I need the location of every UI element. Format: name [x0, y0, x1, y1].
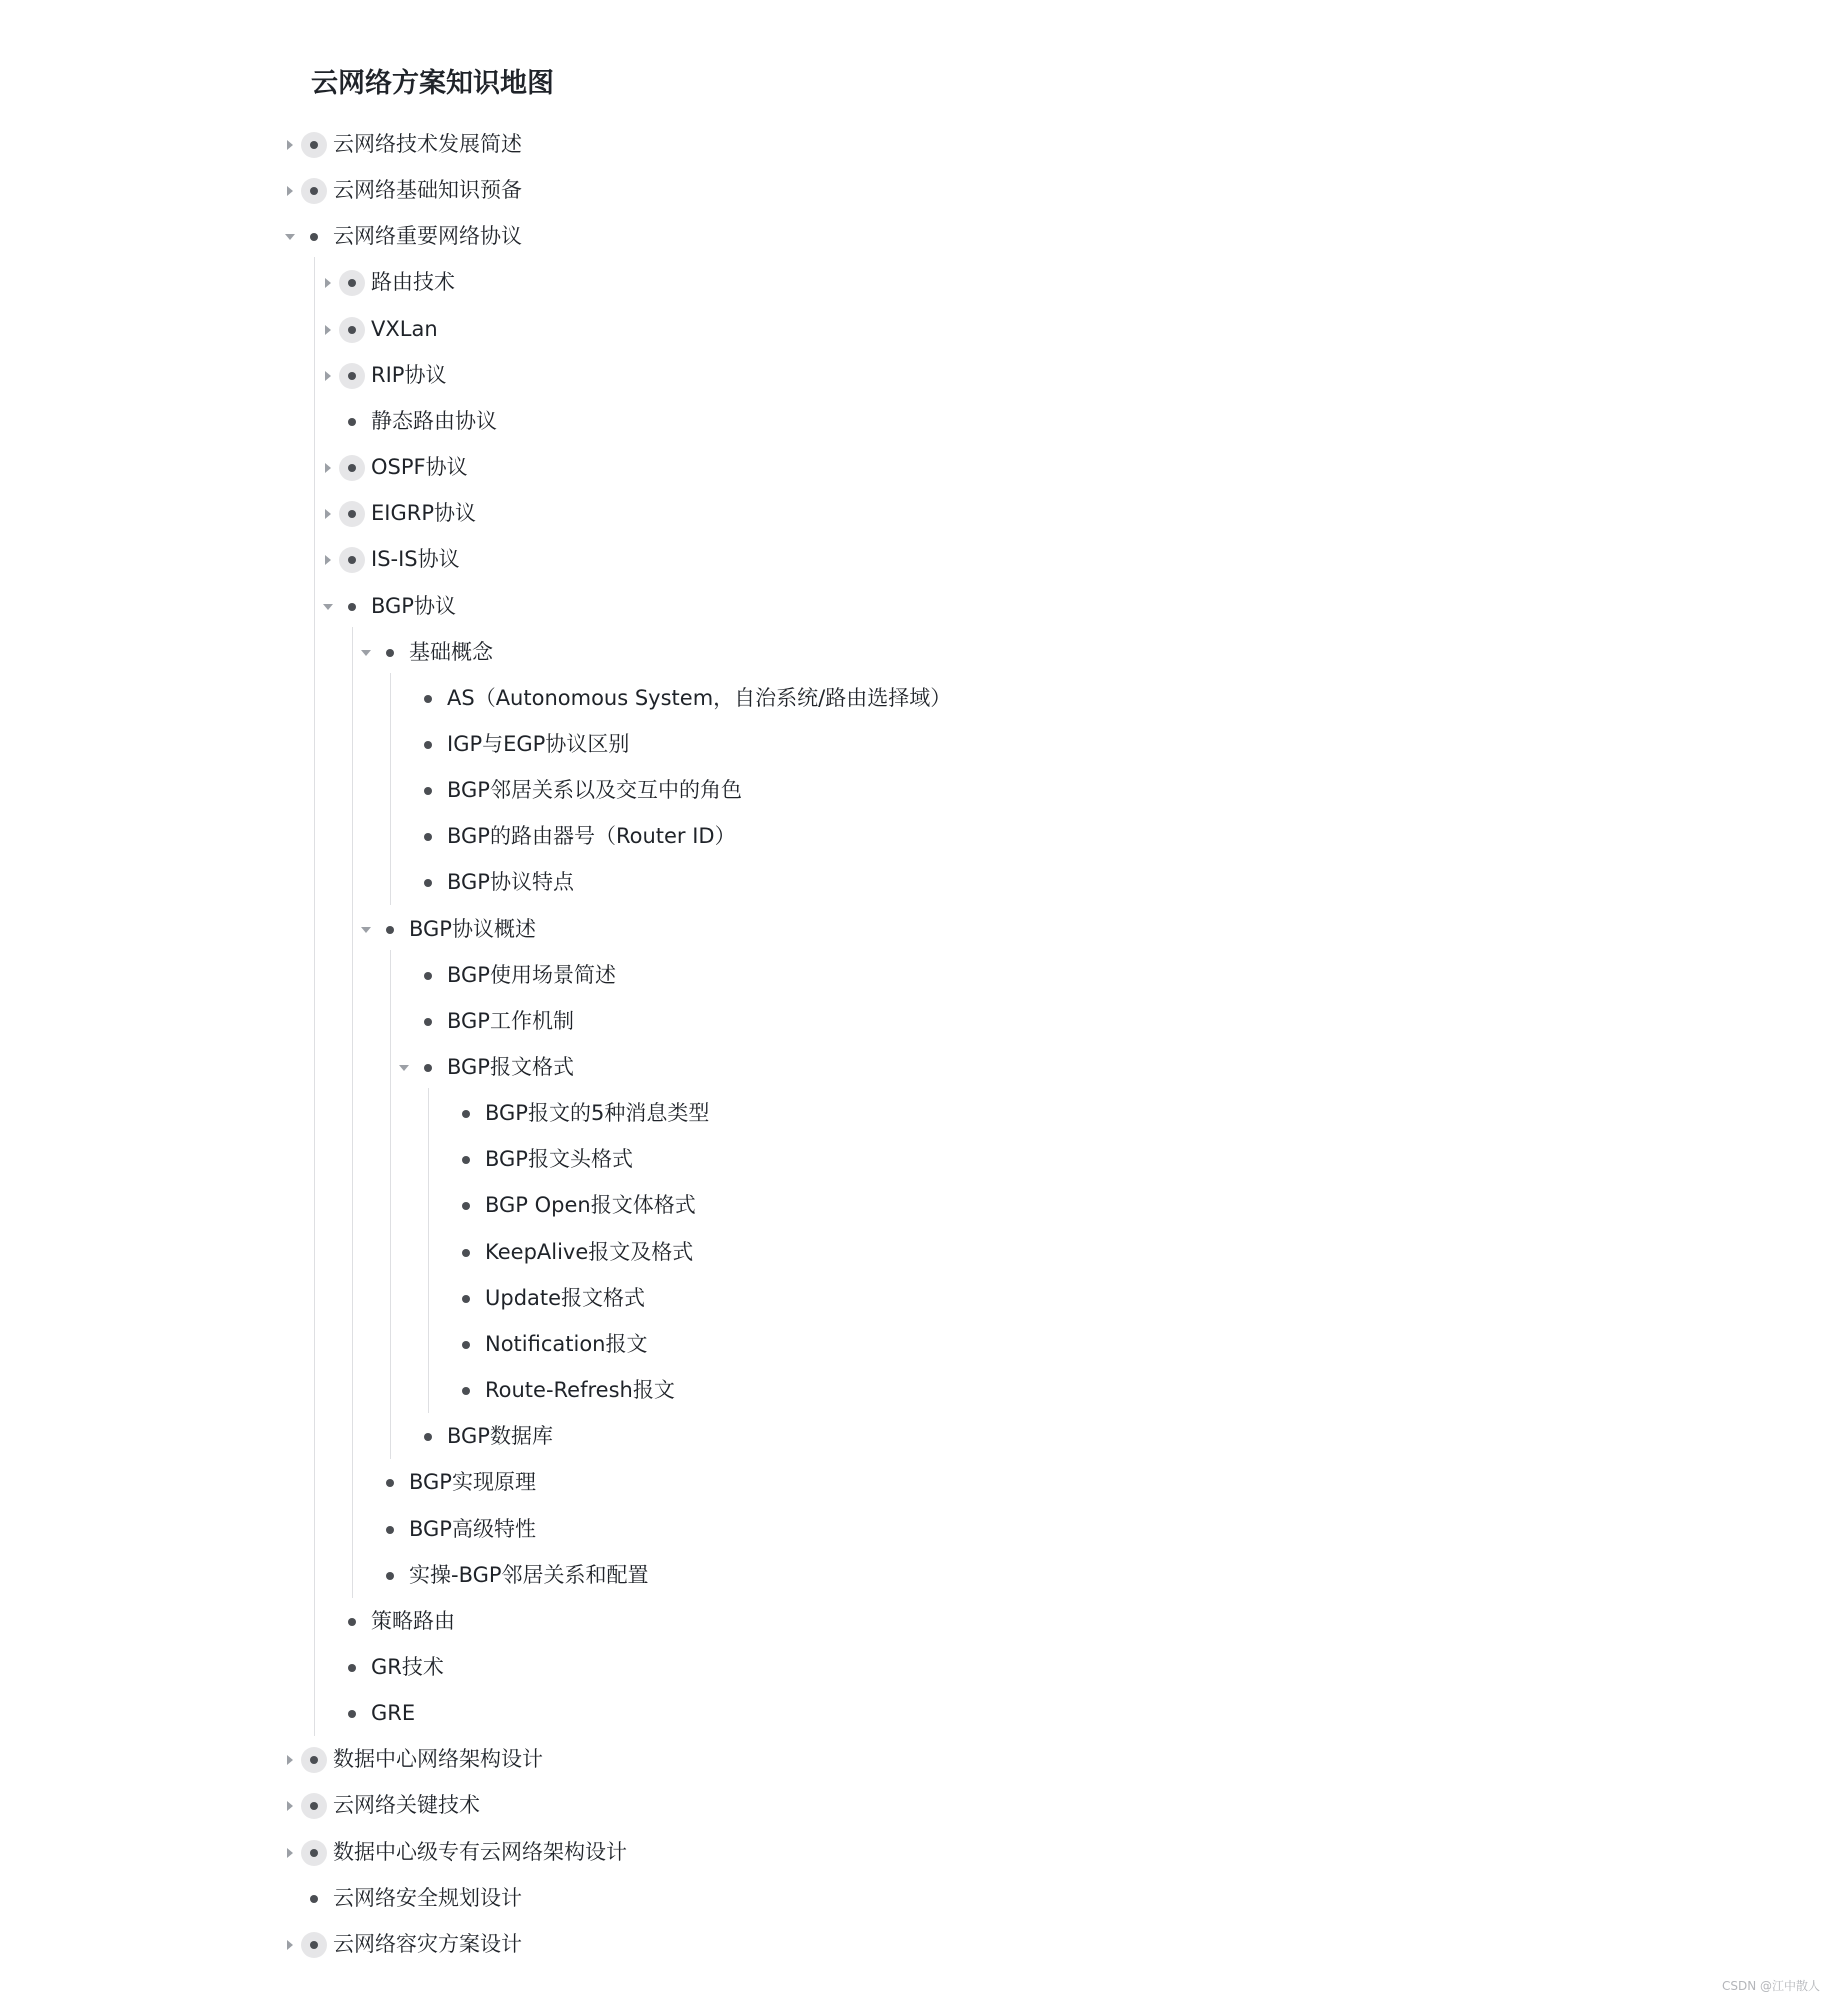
outline-item[interactable] — [0, 584, 1200, 630]
bullet-icon[interactable] — [415, 824, 441, 850]
watermark: CSDN @江中散人 — [1721, 1979, 1820, 1993]
outline-item-label[interactable]: EIGRP协议 — [371, 501, 476, 526]
outline-item[interactable] — [0, 1507, 1200, 1553]
outline-item[interactable] — [0, 1737, 1200, 1783]
bullet-icon[interactable] — [377, 1517, 403, 1543]
bullet-icon[interactable] — [453, 1240, 479, 1266]
indent-guide-line — [390, 950, 391, 1460]
bullet-icon[interactable] — [301, 1932, 327, 1958]
outline-item[interactable] — [0, 307, 1200, 353]
outline-item[interactable] — [0, 1091, 1200, 1137]
outline-item[interactable] — [0, 537, 1200, 583]
outline-item-label[interactable]: AS（Autonomous System，自治系统/路由选择域） — [447, 685, 952, 710]
bullet-icon[interactable] — [453, 1193, 479, 1219]
bullet-icon[interactable] — [415, 778, 441, 804]
outline-item[interactable] — [0, 1322, 1200, 1368]
bullet-icon[interactable] — [339, 1701, 365, 1727]
collapse-toggle[interactable] — [394, 1056, 414, 1080]
bullet-icon[interactable] — [377, 1470, 403, 1496]
outline-item-label[interactable]: BGP工作机制 — [447, 1008, 574, 1033]
expand-toggle[interactable] — [318, 364, 338, 388]
indent-guide-line — [390, 673, 391, 906]
outline-item[interactable] — [0, 1368, 1200, 1414]
outline-item-label[interactable]: BGP使用场景简述 — [447, 962, 616, 987]
outline-item-label[interactable]: GRE — [371, 1701, 416, 1726]
outline-item-label[interactable]: BGP报文格式 — [447, 1055, 574, 1079]
outline-item[interactable] — [0, 1876, 1200, 1922]
outline-item[interactable] — [0, 1783, 1200, 1829]
collapsed-triangle-icon — [325, 509, 331, 519]
outline-item[interactable] — [0, 122, 1200, 168]
outline-item[interactable] — [0, 1276, 1200, 1322]
bullet-icon[interactable] — [453, 1101, 479, 1127]
page-title: 云网络方案知识地图 — [311, 68, 554, 99]
outline-item[interactable] — [0, 353, 1200, 399]
outline-item-label[interactable]: KeepAlive报文及格式 — [485, 1239, 694, 1264]
outline-item[interactable] — [0, 860, 1200, 906]
collapse-toggle[interactable] — [318, 595, 338, 619]
expanded-triangle-icon — [323, 604, 333, 610]
collapsed-triangle-icon — [325, 325, 331, 335]
outline-item-label[interactable]: BGP Open报文体格式 — [485, 1193, 696, 1218]
outline-item[interactable] — [0, 214, 1200, 260]
bullet-icon[interactable] — [301, 1747, 327, 1773]
outline-item[interactable] — [0, 676, 1200, 722]
outline-item[interactable] — [0, 168, 1200, 214]
outline-item-label[interactable]: 静态路由协议 — [371, 408, 497, 433]
outline-item-label[interactable]: BGP协议概述 — [409, 916, 536, 941]
outline-item-label[interactable]: GR技术 — [371, 1654, 444, 1679]
outline-item-label[interactable]: IGP与EGP协议区别 — [447, 731, 630, 756]
collapsed-triangle-icon — [287, 1755, 293, 1765]
outline-item-label[interactable]: 云网络重要网络协议 — [333, 224, 522, 249]
outline-item-label[interactable]: OSPF协议 — [371, 455, 468, 480]
collapsed-triangle-icon — [287, 140, 293, 150]
collapsed-triangle-icon — [287, 1801, 293, 1811]
expanded-triangle-icon — [361, 927, 371, 933]
outline-item-label[interactable]: IS-IS协议 — [371, 547, 460, 572]
outline-item[interactable] — [0, 445, 1200, 491]
bullet-icon[interactable] — [415, 686, 441, 712]
bullet-icon[interactable] — [415, 1055, 441, 1081]
outline-item[interactable] — [0, 1691, 1200, 1737]
expanded-triangle-icon — [285, 234, 295, 240]
outline-item[interactable] — [0, 1553, 1200, 1599]
outline-item[interactable] — [0, 1414, 1200, 1460]
outline-item-label[interactable]: 云网络安全规划设计 — [333, 1885, 522, 1910]
expand-toggle[interactable] — [280, 133, 300, 157]
bullet-icon[interactable] — [339, 501, 365, 527]
collapsed-triangle-icon — [325, 371, 331, 381]
bullet-icon[interactable] — [301, 1840, 327, 1866]
bullet-icon[interactable] — [453, 1147, 479, 1173]
expand-toggle[interactable] — [318, 502, 338, 526]
outline-item[interactable] — [0, 814, 1200, 860]
outline-item-label[interactable]: BGP协议 — [371, 593, 456, 618]
outline-item-label[interactable]: 云网络容灾方案设计 — [333, 1931, 522, 1956]
outline-item[interactable] — [0, 722, 1200, 768]
outline-item[interactable] — [0, 399, 1200, 445]
bullet-icon[interactable] — [301, 1793, 327, 1819]
outline-item[interactable] — [0, 630, 1200, 676]
expand-toggle[interactable] — [318, 318, 338, 342]
bullet-icon[interactable] — [453, 1332, 479, 1358]
outline-item-label[interactable]: BGP高级特性 — [409, 1516, 536, 1541]
outline-item[interactable] — [0, 1183, 1200, 1229]
expanded-triangle-icon — [399, 1065, 409, 1071]
outline-item-label[interactable]: 云网络基础知识预备 — [333, 178, 522, 203]
bullet-icon[interactable] — [415, 732, 441, 758]
bullet-icon[interactable] — [415, 963, 441, 989]
bullet-icon[interactable] — [301, 1886, 327, 1912]
outline-item-label[interactable]: 路由技术 — [371, 270, 455, 295]
collapsed-triangle-icon — [287, 186, 293, 196]
bullet-icon[interactable] — [301, 132, 327, 158]
collapse-toggle[interactable] — [356, 918, 376, 942]
indent-guide-line — [352, 627, 353, 1598]
bullet-icon[interactable] — [415, 1009, 441, 1035]
outline-item-label[interactable]: Notification报文 — [485, 1331, 648, 1356]
outline-item-label[interactable]: BGP的路由器号（Router ID） — [447, 824, 736, 849]
outline-item-label[interactable]: 策略路由 — [371, 1608, 455, 1633]
expand-toggle[interactable] — [280, 1841, 300, 1865]
bullet-icon[interactable] — [377, 1563, 403, 1589]
outline-item-label[interactable]: VXLan — [371, 316, 438, 341]
bullet-icon[interactable] — [453, 1378, 479, 1404]
bullet-icon[interactable] — [339, 1655, 365, 1681]
collapsed-triangle-icon — [325, 555, 331, 565]
bullet-icon[interactable] — [339, 547, 365, 573]
outline-item-label[interactable]: Route-Refresh报文 — [485, 1378, 675, 1403]
collapse-toggle[interactable] — [356, 641, 376, 665]
outline-item[interactable] — [0, 260, 1200, 306]
collapsed-triangle-icon — [325, 463, 331, 473]
outline-item-label[interactable]: BGP邻居关系以及交互中的角色 — [447, 778, 742, 803]
collapsed-triangle-icon — [287, 1940, 293, 1950]
expand-toggle[interactable] — [318, 271, 338, 295]
bullet-icon[interactable] — [339, 317, 365, 343]
expand-toggle[interactable] — [318, 548, 338, 572]
bullet-icon[interactable] — [339, 594, 365, 620]
outline-item-label[interactable]: RIP协议 — [371, 362, 447, 387]
bullet-icon[interactable] — [377, 917, 403, 943]
expand-toggle[interactable] — [318, 456, 338, 480]
bullet-icon[interactable] — [301, 224, 327, 250]
outline-item-label[interactable]: BGP报文的5种消息类型 — [485, 1101, 710, 1126]
outline-item[interactable] — [0, 1922, 1200, 1968]
bullet-icon[interactable] — [377, 640, 403, 666]
bullet-icon[interactable] — [301, 178, 327, 204]
bullet-icon[interactable] — [339, 455, 365, 481]
outline-item[interactable] — [0, 491, 1200, 537]
collapsed-triangle-icon — [287, 1848, 293, 1858]
outline-item[interactable] — [0, 1645, 1200, 1691]
bullet-icon[interactable] — [339, 1609, 365, 1635]
outline-item[interactable] — [0, 999, 1200, 1045]
bullet-icon[interactable] — [339, 409, 365, 435]
bullet-icon[interactable] — [339, 270, 365, 296]
outline-item-label[interactable]: 基础概念 — [409, 639, 493, 664]
outline-item-label[interactable]: BGP报文头格式 — [485, 1147, 633, 1172]
collapse-toggle[interactable] — [280, 225, 300, 249]
outline-item-label[interactable]: 实操-BGP邻居关系和配置 — [409, 1562, 649, 1587]
indent-guide-line — [428, 1088, 429, 1413]
outline-item[interactable] — [0, 1830, 1200, 1876]
outline-item-label[interactable]: BGP数据库 — [447, 1424, 553, 1449]
bullet-icon[interactable] — [415, 1424, 441, 1450]
outline-item[interactable] — [0, 1045, 1200, 1091]
outline-item-label[interactable]: 数据中心级专有云网络架构设计 — [333, 1839, 627, 1864]
expand-toggle[interactable] — [280, 1748, 300, 1772]
outline-item[interactable] — [0, 1230, 1200, 1276]
indent-guide-line — [314, 257, 315, 1736]
outline-item[interactable] — [0, 1460, 1200, 1506]
expanded-triangle-icon — [361, 650, 371, 656]
outline-item-label[interactable]: BGP协议特点 — [447, 870, 574, 895]
outline-item[interactable] — [0, 953, 1200, 999]
expand-toggle[interactable] — [280, 1794, 300, 1818]
expand-toggle[interactable] — [280, 1933, 300, 1957]
outline-item-label[interactable]: 数据中心网络架构设计 — [333, 1747, 543, 1772]
outline-item-label[interactable]: BGP实现原理 — [409, 1470, 536, 1495]
expand-toggle[interactable] — [280, 179, 300, 203]
outline-item[interactable] — [0, 1137, 1200, 1183]
bullet-icon[interactable] — [415, 870, 441, 896]
bullet-icon[interactable] — [339, 363, 365, 389]
collapsed-triangle-icon — [325, 278, 331, 288]
outline-item-label[interactable]: 云网络技术发展简述 — [333, 132, 522, 156]
outline-item-label[interactable]: 云网络关键技术 — [333, 1793, 480, 1818]
outline-item[interactable] — [0, 1599, 1200, 1645]
bullet-icon[interactable] — [453, 1286, 479, 1312]
outline-item[interactable] — [0, 768, 1200, 814]
outline-item-label[interactable]: Update报文格式 — [485, 1285, 646, 1310]
outline-item[interactable] — [0, 907, 1200, 953]
